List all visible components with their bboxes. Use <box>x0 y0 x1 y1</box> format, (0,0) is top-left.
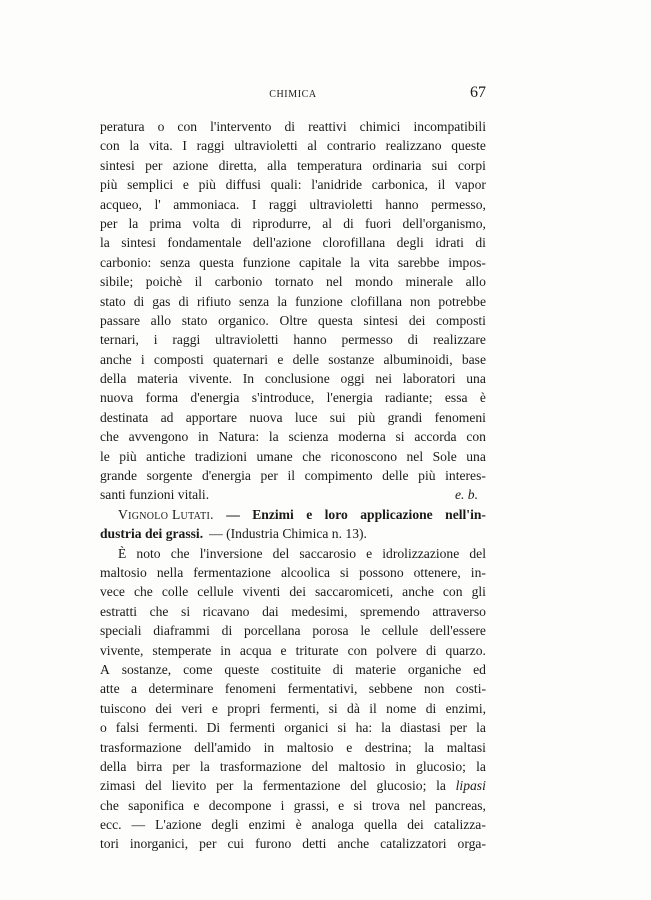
text-line: È noto che l'inversione del saccarosio e idrolizzazione del <box>118 545 486 561</box>
text-line: vivente, stemperate in acqua e triturate con polvere di quarzo. <box>100 642 486 658</box>
text-line: tuiscono dei veri e propri fermenti, si dà il nome di enzimi, <box>100 700 486 716</box>
body-text <box>100 117 486 854</box>
text-line: che avvengono in Natura: la scienza moderna si accorda con <box>100 429 486 445</box>
text-line: destinata ad apportare nuova luce sui più grandi fenomeni <box>100 409 486 425</box>
text-line: passare allo stato organico. Oltre questa sintesi dei composti <box>100 312 486 328</box>
running-title: CHIMICA <box>269 89 317 100</box>
text-line: tori inorganici, per cui furono detti anche catalizzatori orga- <box>100 836 486 852</box>
text-line: carbonio: senza questa funzione capitale la vita sarebbe impos- <box>100 254 486 270</box>
text-line: grande sorgente d'energia per il compimento delle più interes- <box>100 468 486 484</box>
text-line: vece che colle cellule viventi dei saccaromiceti, anche con gli <box>100 584 486 600</box>
text-line: le più antiche tradizioni umane che riconoscono nel Sole una <box>100 448 486 464</box>
source-citation: — (Industria Chimica n. 13). <box>209 526 367 542</box>
text-line: della materia vivente. In conclusione oggi nei laboratori una <box>100 371 486 387</box>
article-heading: Vignolo Lutati. — Enzimi e loro applicazione nell'in- <box>100 505 486 524</box>
text-line: zimasi del lievito per la fermentazione del glucosio; la lipasi <box>100 778 486 794</box>
text-line: santi funzioni vitali. e. b. <box>100 485 486 504</box>
text-line: sintesi per azione diretta, alla temperatura ordinaria sui corpi <box>100 157 486 173</box>
text-line: stato di gas di rifiuto senza la funzione clofillana non potrebbe <box>100 293 486 309</box>
text-line: peratura o con l'intervento di reattivi chimici incompatibili <box>100 119 486 134</box>
text-line: con la vita. I raggi ultravioletti al contrario realizzano queste <box>100 138 486 154</box>
text-line: ternari, i raggi ultravioletti hanno permesso di realizzare <box>100 332 486 348</box>
signature: e. b. <box>454 487 478 503</box>
text-line: speciali diaframmi di porcellana porosa le cellule dell'essere <box>100 623 486 639</box>
text-line: acqueo, l' ammoniaca. I raggi ultravioletti hanno permesso, <box>100 196 486 212</box>
text-line: trasformazione dell'amido in maltosio e destrina; la maltasi <box>100 739 486 755</box>
running-head <box>100 84 486 104</box>
text-line: estratti che si ricavano dai medesimi, spremendo attraverso <box>100 603 486 619</box>
text-line: per la prima volta di riprodurre, al di fuori dell'organismo, <box>100 215 486 231</box>
text-line: atte a determinare fenomeni fermentativi, sebbene non costi- <box>100 681 486 697</box>
text-line: A sostanze, come queste costituite di materie organiche ed <box>100 661 486 677</box>
text-line: sibile; poichè il carbonio tornato nel mondo minerale allo <box>100 274 486 290</box>
text-line: la sintesi fondamentale dell'azione clorofillana degli idrati di <box>100 235 486 251</box>
text-line: anche i composti quaternari e delle sostanze albuminoidi, base <box>100 351 486 367</box>
text-line: più semplici e più diffusi quali: l'anidride carbonica, il vapor <box>100 177 486 193</box>
text-line: nuova forma d'energia s'introduce, l'energia radiante; essa è <box>100 390 486 406</box>
text-line: della birra per la trasformazione del maltosio in glucosio; la <box>100 758 486 774</box>
text-line: o falsi fermenti. Di fermenti organici si ha: la diastasi per la <box>100 720 486 736</box>
text-line: ecc. — L'azione degli enzimi è analoga quella dei catalizza- <box>100 817 486 833</box>
author-name: Vignolo Lutati. <box>118 506 214 522</box>
article-heading: dustria dei grassi. — (Industria Chimica n. 13). <box>100 524 486 543</box>
text-line: maltosio nella fermentazione alcoolica si possono ottenere, in- <box>100 564 486 580</box>
text-line: che saponifica e decompone i grassi, e si trova nel pancreas, <box>100 797 486 813</box>
page-number: 67 <box>470 84 486 101</box>
